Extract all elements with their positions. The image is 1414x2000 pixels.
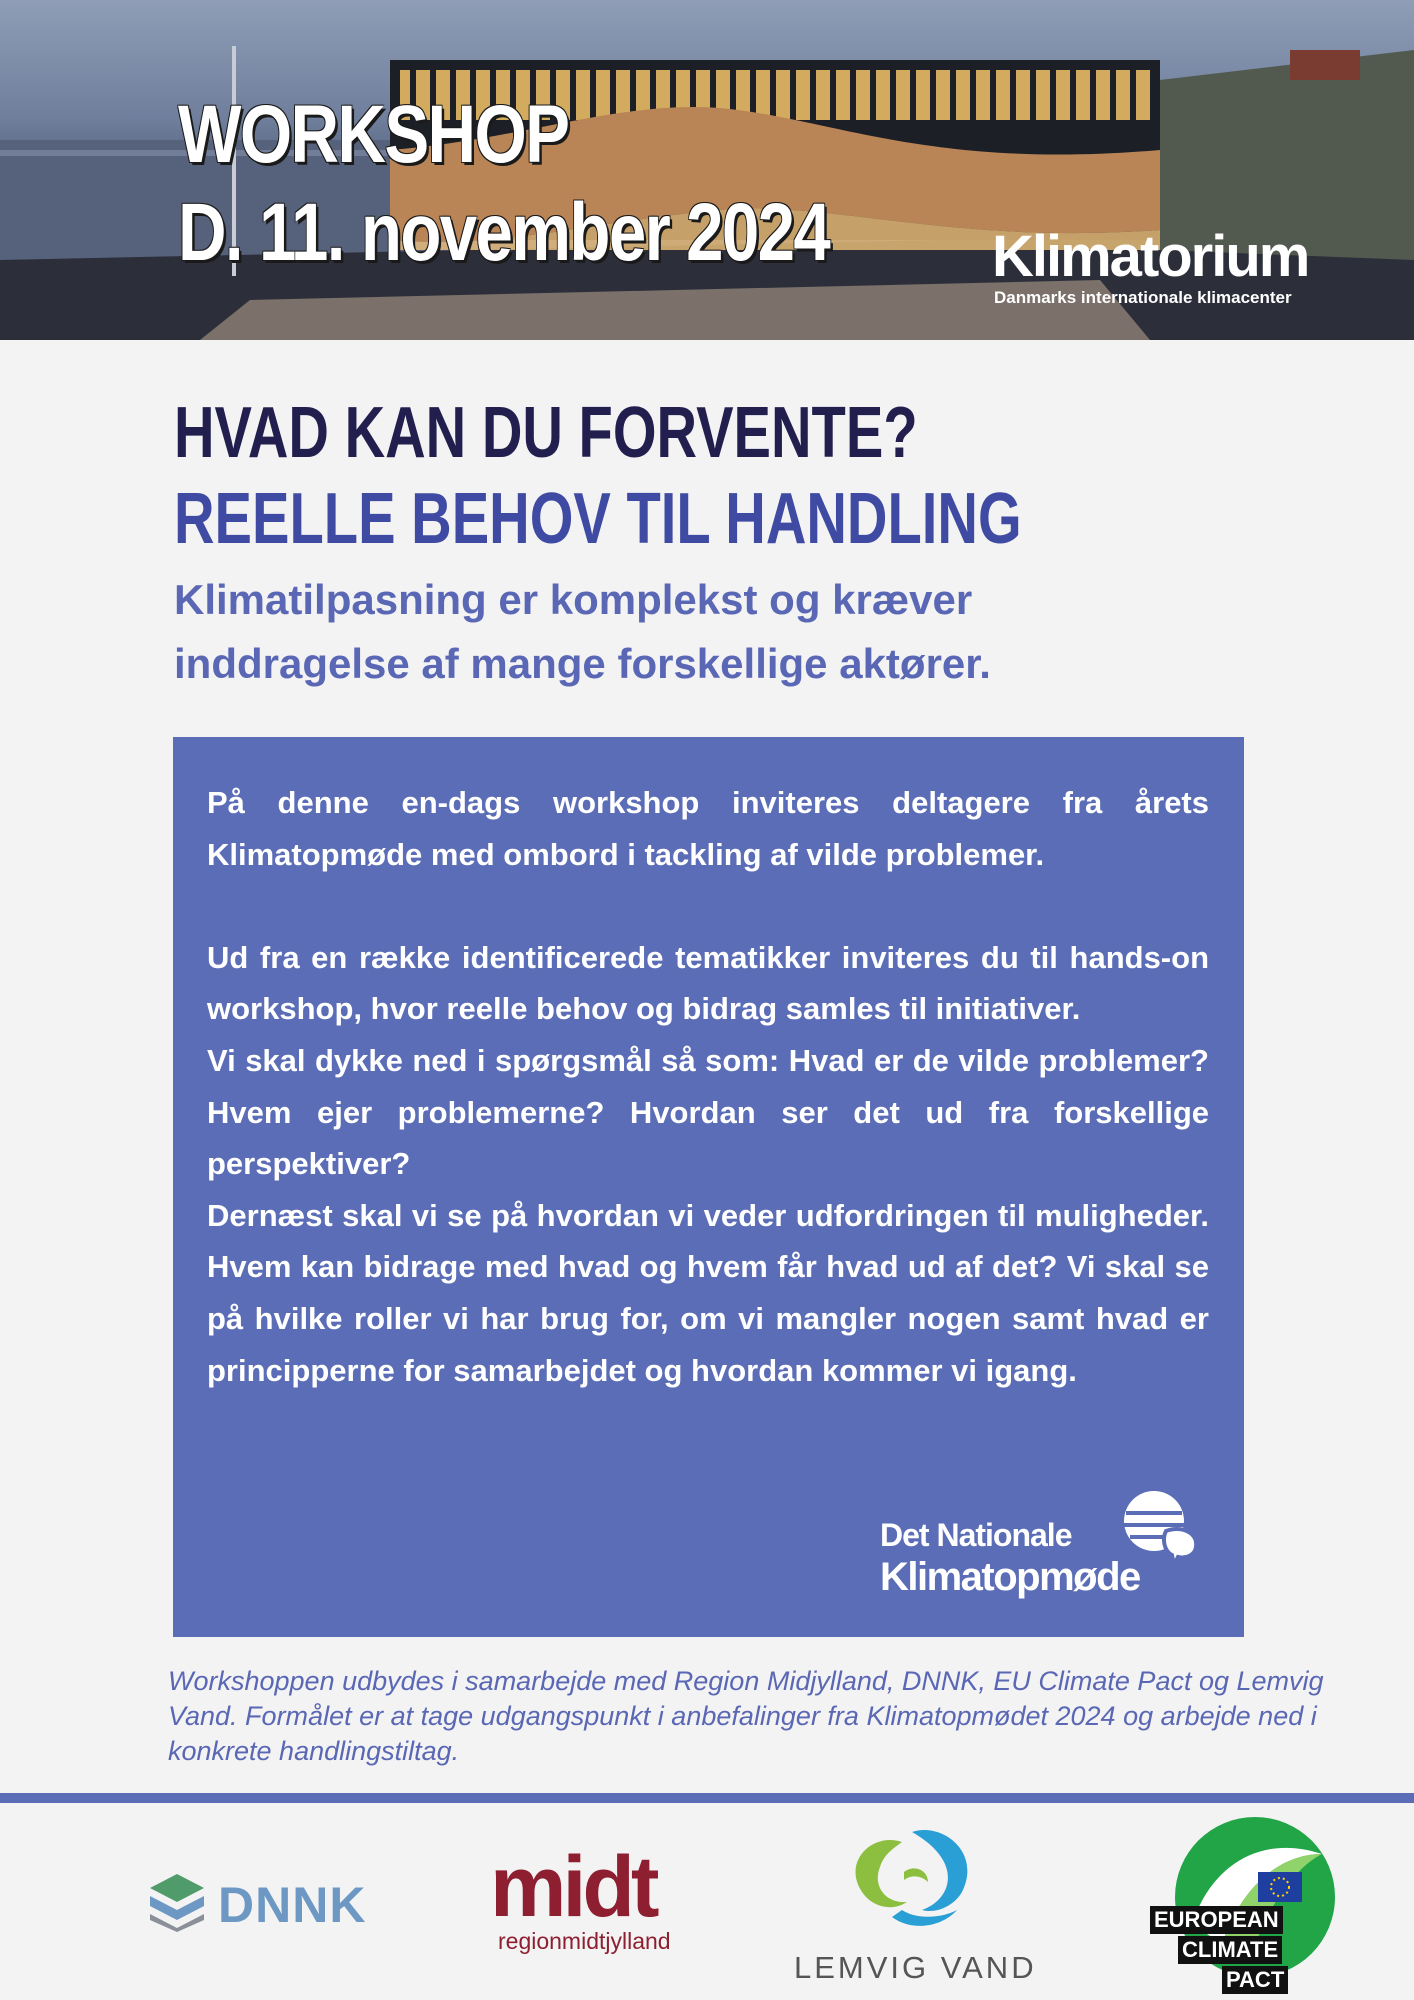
klimatorium-tagline: Danmarks internationale klimacenter <box>994 288 1292 307</box>
klimatorium-name: Klimatorium <box>992 224 1309 289</box>
divider <box>0 1793 1414 1803</box>
klimatopmode-line1: Det Nationale <box>880 1517 1072 1553</box>
heading-expect: HVAD KAN DU FORVENTE? <box>174 393 918 473</box>
climate-pact-line3: PACT <box>1222 1966 1288 1994</box>
klimatorium-logo <box>992 224 1309 308</box>
info-box <box>173 737 1244 1637</box>
dnnk-logo-text: DNNK <box>218 1877 367 1933</box>
climate-pact-line2: CLIMATE <box>1178 1936 1282 1964</box>
info-paragraph-3: Vi skal dykke ned i spørgsmål så som: Hvad er de vilde problemer? Hvem ejer problemerne? Hvordan ser det ud fra forskellige perspektiver? <box>207 1042 1209 1182</box>
info-paragraph-2: Ud fra en række identificerede tematikker inviteres du til hands-on workshop, hvor reelle behov og bidrag samles til initiativer. <box>207 939 1209 1027</box>
info-box-text <box>207 777 1209 1396</box>
hero-title-date: D. 11. november 2024 <box>178 187 830 278</box>
klimatopmode-logo <box>880 1487 1200 1607</box>
klimatopmode-line2: Klimatopmøde <box>880 1555 1140 1599</box>
lemvig-logo-text: LEMVIG VAND <box>794 1950 1037 1985</box>
lemvig-vand-icon <box>832 1822 992 1942</box>
climate-pact-line1: EUROPEAN <box>1150 1906 1283 1934</box>
midt-logo-subtext: regionmidtjylland <box>498 1928 671 1954</box>
subtitle: Klimatilpasning er komplekst og kræver inddragelse af mange forskellige aktører. <box>174 576 991 687</box>
midt-logo-text: midt <box>490 1839 656 1935</box>
heading-needs: REELLE BEHOV TIL HANDLING <box>174 479 1022 559</box>
info-paragraph-4: Dernæst skal vi se på hvordan vi veder udfordringen til muligheder. Hvem kan bidrage med hvad og hvem får hvad ud af det? Vi skal se på hvilke roller vi har brug for, om vi mangler nogen samt hvad er principperne for samarbejdet og hvordan kommer vi igang. <box>207 1197 1209 1388</box>
hero-title-workshop: WORKSHOP <box>178 89 569 180</box>
hero-banner <box>0 0 1414 340</box>
dnnk-icon <box>148 1872 206 1934</box>
info-paragraph-1: På denne en-dags workshop inviteres deltagere fra årets Klimatopmøde med ombord i tackling af vilde problemer. <box>207 785 1209 872</box>
footnote: Workshoppen udbydes i samarbejde med Region Midjylland, DNNK, EU Climate Pact og Lemvig Vand. Formålet er at tage udgangspunkt i anbefalinger fra Klimatopmødet 2024 og arbejde ned i konkrete handlingstiltag. <box>168 1666 1324 1766</box>
